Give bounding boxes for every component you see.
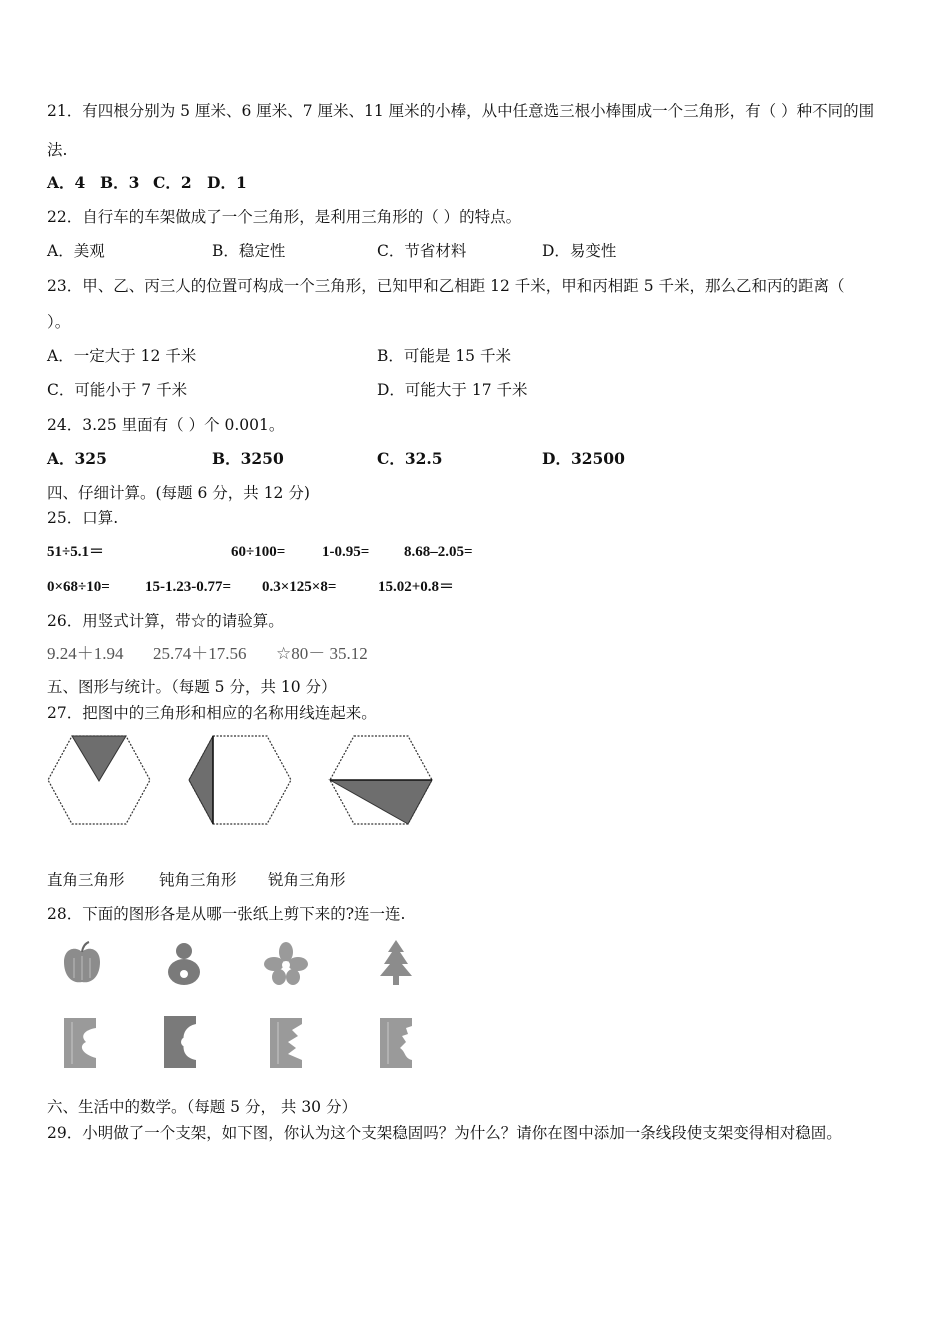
q24-option-d: D．32500 [542, 449, 625, 468]
q23-option-c: C．可能小于 7 千米 [47, 381, 188, 399]
q26-stem: 26．用竖式计算，带☆的请验算。 [47, 612, 284, 630]
q25-item: 1-0.95= [322, 544, 370, 560]
q24-stem: 24．3.25 里面有（ ）个 0.001。 [47, 416, 285, 434]
q21-option-a: A．4 [47, 173, 86, 192]
q25-item: 60÷100= [231, 544, 286, 560]
gourd-shape-icon [162, 938, 206, 988]
q27-label-right-triangle: 直角三角形 [47, 871, 125, 889]
hexagon-figure-1 [45, 733, 153, 827]
q27-label-obtuse-triangle: 钝角三角形 [159, 871, 237, 889]
section6-title: 六、生活中的数学。（每题 5 分， 共 30 分） [47, 1098, 357, 1116]
q24-option-c: C．32.5 [377, 449, 443, 468]
q25-stem: 25．口算. [47, 509, 119, 527]
q28-stem: 28．下面的图形各是从哪一张纸上剪下来的?连一连. [47, 905, 406, 923]
q21-option-d: D．1 [207, 173, 247, 192]
q24-option-a: A．325 [47, 449, 107, 468]
q23-option-a: A．一定大于 12 千米 [47, 347, 197, 365]
paper-piece-4-icon [376, 1014, 416, 1072]
q22-option-c: C．节省材料 [377, 242, 467, 260]
q22-option-a: A．美观 [47, 242, 105, 260]
hexagon-figure-2 [186, 733, 294, 827]
tree-shape-icon [374, 938, 418, 988]
q25-item: 15.02+0.8＝ [378, 579, 455, 595]
q27-label-acute-triangle: 锐角三角形 [268, 871, 346, 889]
q22-option-b: B．稳定性 [212, 242, 286, 260]
q23-stem-line2: ）。 [47, 313, 71, 331]
paper-piece-2-icon [160, 1012, 200, 1072]
q25-item: 0.3×125×8= [262, 579, 337, 595]
q27-stem: 27．把图中的三角形和相应的名称用线连起来。 [47, 704, 377, 722]
q21-stem-line1: 21．有四根分别为 5 厘米、6 厘米、7 厘米、11 厘米的小棒，从中任意选三根小棒围成一个三角形，有（ ）种不同的围 [47, 102, 875, 120]
q26-item: 25.74＋17.56 [153, 644, 247, 663]
q21-option-c: C．2 [153, 173, 192, 192]
apple-shape-icon [58, 940, 106, 988]
paper-piece-3-icon [266, 1014, 306, 1072]
q25-item: 0×68÷10= [47, 579, 110, 595]
q22-option-d: D．易变性 [542, 242, 617, 260]
q21-option-b: B．3 [100, 173, 140, 192]
q25-item: 51÷5.1＝ [47, 544, 104, 560]
flower-shape-icon [262, 940, 310, 988]
q23-option-d: D．可能大于 17 千米 [377, 381, 528, 399]
section4-title: 四、仔细计算。(每题 6 分，共 12 分) [47, 484, 310, 502]
hexagon-figure-3 [327, 733, 435, 827]
q25-item: 8.68–2.05= [404, 544, 473, 560]
paper-piece-1-icon [60, 1014, 100, 1072]
q25-item: 15-1.23-0.77= [145, 579, 232, 595]
q23-option-b: B．可能是 15 千米 [377, 347, 511, 365]
q23-stem-line1: 23．甲、乙、丙三人的位置可构成一个三角形，已知甲和乙相距 12 千米，甲和丙相距 5 千米，那么乙和丙的距离（ [47, 277, 845, 295]
q26-item: 9.24＋1.94 [47, 644, 124, 663]
q21-stem-line2: 法. [47, 141, 68, 159]
q24-option-b: B．3250 [212, 449, 284, 468]
q29-stem: 29．小明做了一个支架，如下图，你认为这个支架稳固吗？为什么？请你在图中添加一条线段使支架变得相对稳固。 [47, 1124, 842, 1142]
section5-title: 五、图形与统计。（每题 5 分，共 10 分） [47, 678, 337, 696]
q26-item: ☆80－ 35.12 [276, 644, 368, 663]
q22-stem: 22．自行车的车架做成了一个三角形，是利用三角形的（ ）的特点。 [47, 208, 522, 226]
